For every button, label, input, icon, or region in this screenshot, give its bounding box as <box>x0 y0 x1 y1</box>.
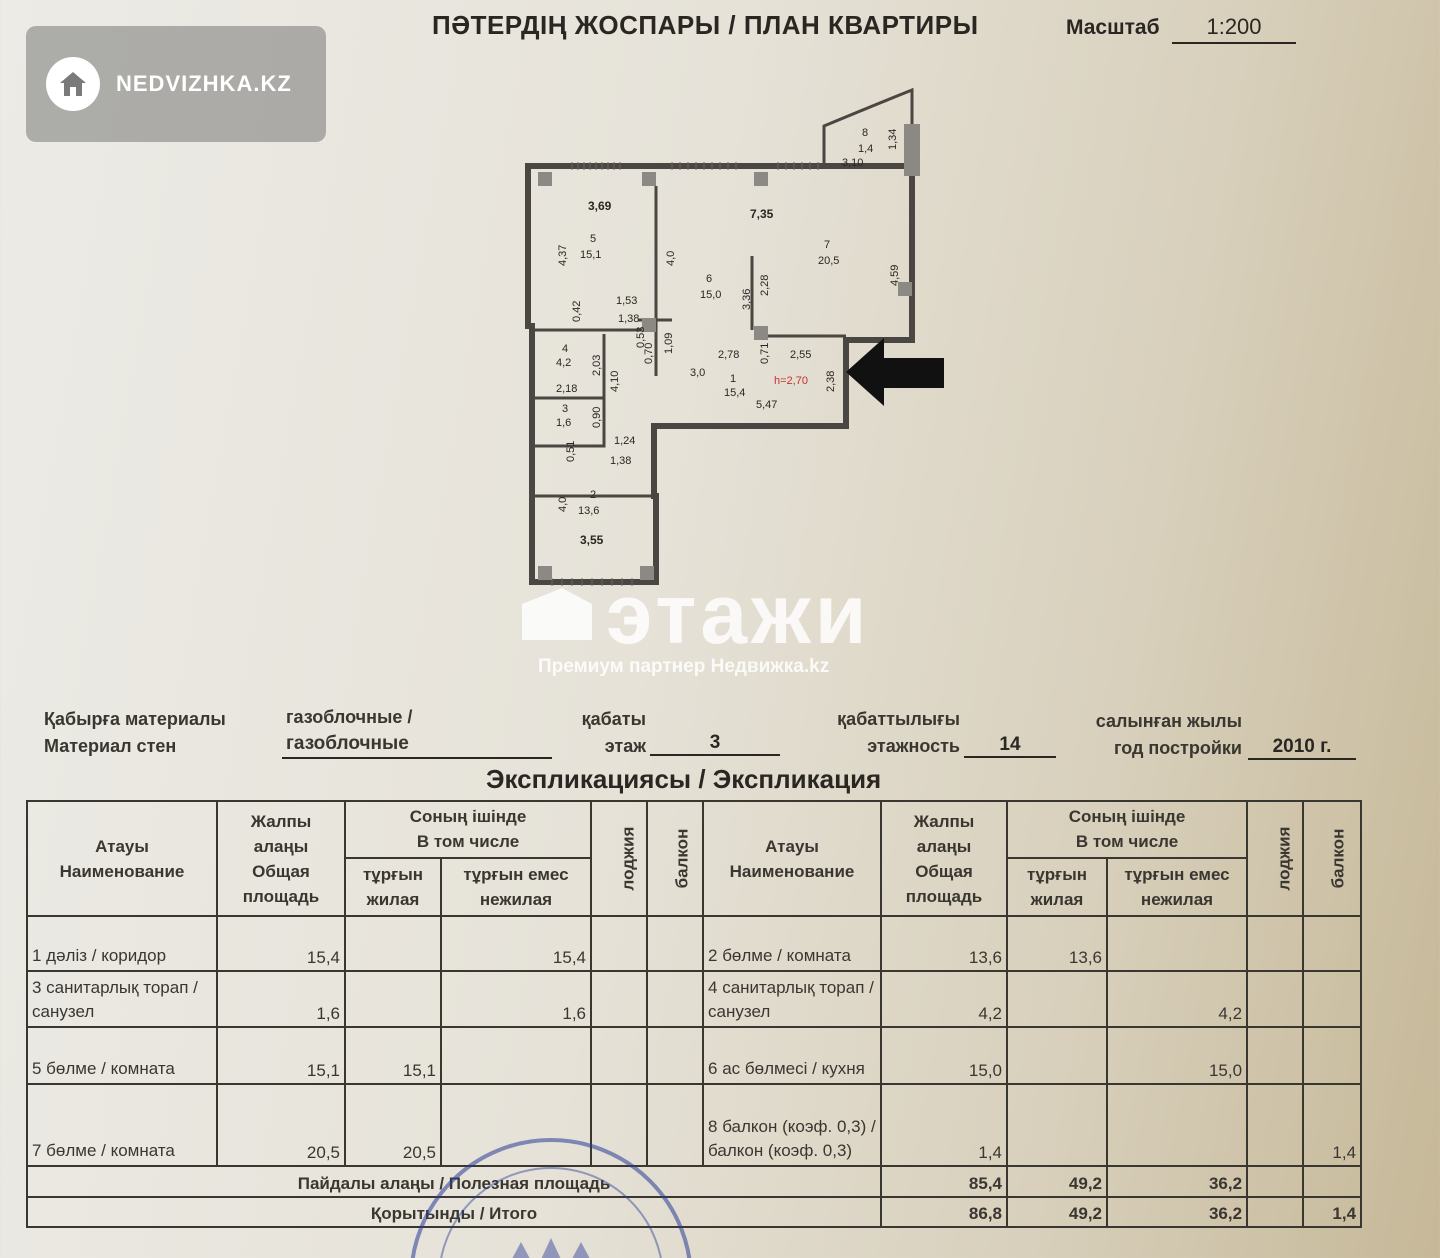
scale-value: 1:200 <box>1172 14 1296 44</box>
header-balcony-left: балкон <box>647 801 703 916</box>
cell-total: 15,1 <box>217 1027 345 1084</box>
plan-label: 1,53 <box>616 295 638 307</box>
plan-label: 5,47 <box>756 399 778 411</box>
plan-label: 0,53 <box>635 326 647 348</box>
entrance-arrow-icon <box>846 338 944 406</box>
plan-label: 0,51 <box>565 440 577 462</box>
cell-loggia <box>1247 916 1303 971</box>
plan-label: 0,71 <box>759 342 771 364</box>
floor-plan <box>512 86 952 596</box>
cell-living: 20,5 <box>345 1084 441 1167</box>
cell-nonliving <box>1107 1084 1247 1167</box>
cell-loggia <box>591 971 647 1028</box>
plan-label: 1,09 <box>663 332 675 354</box>
plan-label: 2,38 <box>825 370 837 392</box>
plan-label: 1,34 <box>887 128 899 150</box>
cell-name: 5 бөлме / комната <box>27 1027 217 1084</box>
cell-living <box>1007 1027 1107 1084</box>
plan-label: 7 <box>824 239 831 251</box>
plan-label: 0,90 <box>591 406 603 428</box>
plan-label: 1 <box>730 373 737 385</box>
year-value: 2010 г. <box>1248 736 1356 760</box>
cell-nonliving: 15,0 <box>1107 1027 1247 1084</box>
plan-label: 4,0 <box>665 250 677 266</box>
cell-balcony <box>647 916 703 971</box>
table-row <box>27 1027 1361 1084</box>
grand-total: 86,8 <box>881 1197 1007 1227</box>
useful-area-label: Пайдалы алаңы / Полезная площадь <box>27 1166 881 1196</box>
plan-label: 6 <box>706 273 713 285</box>
plan-label: 2,18 <box>556 383 578 395</box>
cell-total: 1,6 <box>217 971 345 1028</box>
scale-label: Масштаб <box>1066 16 1160 39</box>
plan-label: 1,4 <box>858 143 874 155</box>
plan-label: h=2,70 <box>774 375 808 387</box>
header-loggia-left: лоджия <box>591 801 647 916</box>
useful-loggia <box>1247 1166 1303 1196</box>
header-loggia-right: лоджия <box>1247 801 1303 916</box>
site-badge[interactable] <box>26 26 326 142</box>
plan-label: 4,10 <box>609 370 621 392</box>
floor-label: қабаты этаж <box>581 709 646 756</box>
floor-value: 3 <box>650 732 780 756</box>
plan-label: 15,1 <box>580 249 602 261</box>
floors-label: қабаттылығы этажность <box>837 709 960 756</box>
cell-total: 4,2 <box>881 971 1007 1028</box>
cell-living <box>345 971 441 1028</box>
grand-living: 49,2 <box>1007 1197 1107 1227</box>
useful-total: 85,4 <box>881 1166 1007 1196</box>
cell-name: 8 балкон (коэф. 0,3) / балкон (коэф. 0,3) <box>703 1084 881 1167</box>
plan-label: 2,55 <box>790 349 812 361</box>
plan-label: 1,38 <box>618 313 640 325</box>
header-including-right: Соның ішінде В том числе <box>1007 801 1247 858</box>
cell-total: 15,0 <box>881 1027 1007 1084</box>
cell-total: 13,6 <box>881 916 1007 971</box>
wall-material-value-2: газоблочные <box>282 730 552 759</box>
cell-nonliving: 4,2 <box>1107 971 1247 1028</box>
header-balcony-right: балкон <box>1303 801 1361 916</box>
plan-label: 7,35 <box>750 207 774 221</box>
table-row <box>27 916 1361 971</box>
document-title: ПӘТЕРДІҢ ЖОСПАРЫ / ПЛАН КВАРТИРЫ <box>432 10 979 40</box>
home-icon <box>46 57 100 111</box>
wall-material-value-1: газоблочные / <box>286 707 413 727</box>
header-living-left: тұрғын жилая <box>345 858 441 917</box>
plan-label: 3,0 <box>690 367 706 379</box>
watermark-subtitle: Премиум партнер Недвижка.kz <box>538 656 830 677</box>
cell-nonliving <box>441 1027 591 1084</box>
cell-balcony <box>647 1027 703 1084</box>
cell-living <box>345 916 441 971</box>
cell-balcony: 1,4 <box>1303 1084 1361 1167</box>
official-stamp-icon <box>386 1130 716 1258</box>
plan-label: 3,69 <box>588 199 612 213</box>
plan-label: 13,6 <box>578 505 600 517</box>
header-name-left: Атауы Наименование <box>27 801 217 916</box>
year-label: салынған жылы год постройки <box>1095 711 1242 758</box>
plan-label: 3,10 <box>842 157 864 169</box>
cell-loggia <box>1247 971 1303 1028</box>
cell-name: 7 бөлме / комната <box>27 1084 217 1167</box>
header-including-left: Соның ішінде В том числе <box>345 801 591 858</box>
cell-loggia <box>591 1027 647 1084</box>
plan-label: 4,37 <box>557 244 569 266</box>
cell-living: 13,6 <box>1007 916 1107 971</box>
header-living-right: тұрғын жилая <box>1007 858 1107 917</box>
cell-name: 1 дәліз / коридор <box>27 916 217 971</box>
cell-name: 6 ас бөлмесі / кухня <box>703 1027 881 1084</box>
cell-total: 15,4 <box>217 916 345 971</box>
header-name-right: Атауы Наименование <box>703 801 881 916</box>
header-total-right: Жалпы алаңы Общая площадь <box>881 801 1007 916</box>
cell-nonliving: 15,4 <box>441 916 591 971</box>
cell-loggia <box>591 916 647 971</box>
plan-label: 2,28 <box>759 274 771 296</box>
plan-label: 2,03 <box>591 354 603 376</box>
wall-material-label: Қабырға материалы Материал стен <box>44 709 226 756</box>
table-row <box>27 971 1361 1028</box>
plan-label: 1,24 <box>614 435 636 447</box>
plan-label: 1,38 <box>610 455 632 467</box>
plan-label: 0,42 <box>571 300 583 322</box>
cell-nonliving: 1,6 <box>441 971 591 1028</box>
plan-label: 0,70 <box>643 342 655 364</box>
grand-nonliving: 36,2 <box>1107 1197 1247 1227</box>
cell-total: 1,4 <box>881 1084 1007 1167</box>
useful-living: 49,2 <box>1007 1166 1107 1196</box>
plan-label: 2,78 <box>718 349 740 361</box>
cell-name: 3 санитарлық торап / санузел <box>27 971 217 1028</box>
header-nonliving-right: тұрғын емес нежилая <box>1107 858 1247 917</box>
plan-label: 2 <box>590 489 597 501</box>
grand-total-label: Қорытынды / Итого <box>27 1197 881 1227</box>
plan-label: 15,0 <box>700 289 722 301</box>
cell-balcony <box>1303 1027 1361 1084</box>
plan-label: 1,6 <box>556 417 572 429</box>
watermark-brand: этажи <box>606 567 871 661</box>
plan-label: 3,55 <box>580 533 604 547</box>
explication-title: Экспликациясы / Экспликация <box>486 764 882 794</box>
cell-living <box>1007 1084 1107 1167</box>
plan-label: 3,36 <box>741 288 753 310</box>
floors-value: 14 <box>964 734 1056 758</box>
plan-label: 4 <box>562 343 569 355</box>
plan-label: 4,0 <box>557 496 569 512</box>
cell-loggia <box>1247 1027 1303 1084</box>
header-nonliving-left: тұрғын емес нежилая <box>441 858 591 917</box>
cell-total: 20,5 <box>217 1084 345 1167</box>
cell-balcony <box>1303 916 1361 971</box>
plan-label: 20,5 <box>818 255 840 267</box>
plan-label: 8 <box>862 127 869 139</box>
cell-living <box>1007 971 1107 1028</box>
grand-loggia <box>1247 1197 1303 1227</box>
plan-label: 4,59 <box>889 264 901 286</box>
cell-nonliving <box>1107 916 1247 971</box>
plan-label: 5 <box>590 233 597 245</box>
cell-balcony <box>1303 971 1361 1028</box>
cell-loggia <box>1247 1084 1303 1167</box>
site-brand: NEDVIZHKA.KZ <box>116 71 292 96</box>
useful-nonliving: 36,2 <box>1107 1166 1247 1196</box>
cell-balcony <box>647 971 703 1028</box>
header-total-left: Жалпы алаңы Общая площадь <box>217 801 345 916</box>
plan-label: 4,2 <box>556 357 572 369</box>
plan-label: 3 <box>562 403 569 415</box>
cell-name: 4 санитарлық торап / санузел <box>703 971 881 1028</box>
grand-balcony: 1,4 <box>1303 1197 1361 1227</box>
plan-label: 15,4 <box>724 387 746 399</box>
useful-balcony <box>1303 1166 1361 1196</box>
cell-name: 2 бөлме / комната <box>703 916 881 971</box>
cell-living: 15,1 <box>345 1027 441 1084</box>
